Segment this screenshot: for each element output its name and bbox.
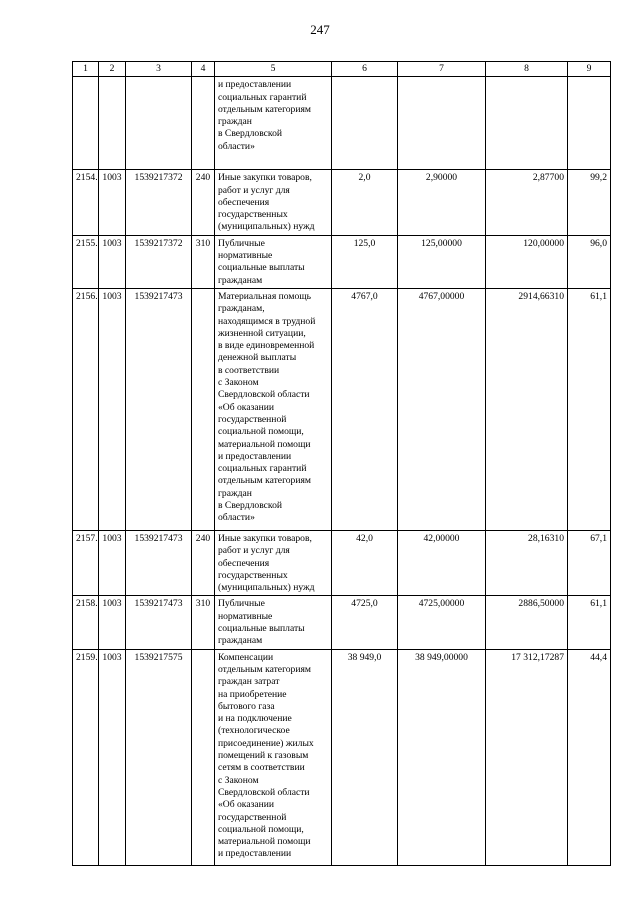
section-code: 1003 xyxy=(99,530,126,595)
section-code xyxy=(99,77,126,170)
section-code: 1003 xyxy=(99,235,126,288)
percent-value: 44,4 xyxy=(568,649,611,865)
actual-amount: 2914,66310 xyxy=(486,288,568,530)
actual-amount: 17 312,17287 xyxy=(486,649,568,865)
column-header: 2 xyxy=(99,62,126,77)
table-row xyxy=(73,77,611,170)
table-row xyxy=(73,530,611,595)
section-code: 1003 xyxy=(99,649,126,865)
item-name: Публичные нормативные социальные выплаты гражданам xyxy=(215,235,332,288)
row-number: 2157. xyxy=(73,530,99,595)
item-name: Компенсации отдельным категориям граждан затрат на приобретение бытового газа и на подключение (технологическое присоединение) жилых помещений к газовым сетям в соответствии с Законом Свердловской области «Об оказании государственной социальной помощи, материальной помощи и предоставлении xyxy=(215,649,332,865)
item-name: Иные закупки товаров, работ и услуг для обеспечения государственных (муниципальных) нужд xyxy=(215,170,332,235)
actual-amount: 28,16310 xyxy=(486,530,568,595)
actual-amount: 120,00000 xyxy=(486,235,568,288)
percent-value xyxy=(568,77,611,170)
refined-amount: 42,00000 xyxy=(398,530,486,595)
section-code: 1003 xyxy=(99,596,126,649)
row-number: 2159. xyxy=(73,649,99,865)
refined-amount xyxy=(398,77,486,170)
item-name: Материальная помощь гражданам, находящимся в трудной жизненной ситуации, в виде единовременной денежной выплаты в соответствии с Законом Свердловской области «Об оказании государственной социальной помощи, материальной помощи и предоставлении социальных гарантий отдельным категориям граждан в Свердловской области» xyxy=(215,288,332,530)
percent-value: 67,1 xyxy=(568,530,611,595)
plan-amount: 42,0 xyxy=(332,530,398,595)
target-code: 1539217473 xyxy=(126,288,192,530)
expense-type-code: 310 xyxy=(192,596,215,649)
target-code: 1539217473 xyxy=(126,596,192,649)
expense-type-code: 240 xyxy=(192,170,215,235)
target-code xyxy=(126,77,192,170)
column-header: 4 xyxy=(192,62,215,77)
target-code: 1539217372 xyxy=(126,235,192,288)
plan-amount: 2,0 xyxy=(332,170,398,235)
target-code: 1539217473 xyxy=(126,530,192,595)
row-number: 2156. xyxy=(73,288,99,530)
plan-amount xyxy=(332,77,398,170)
percent-value: 99,2 xyxy=(568,170,611,235)
table-row xyxy=(73,649,611,865)
section-code: 1003 xyxy=(99,288,126,530)
table-row xyxy=(73,235,611,288)
refined-amount: 125,00000 xyxy=(398,235,486,288)
row-number: 2155. xyxy=(73,235,99,288)
refined-amount: 38 949,00000 xyxy=(398,649,486,865)
column-header: 1 xyxy=(73,62,99,77)
column-header: 5 xyxy=(215,62,332,77)
item-name: и предоставлении социальных гарантий отдельным категориям граждан в Свердловской области» xyxy=(215,77,332,170)
column-header: 6 xyxy=(332,62,398,77)
table-row xyxy=(73,170,611,235)
row-number: 2158. xyxy=(73,596,99,649)
column-header: 3 xyxy=(126,62,192,77)
page-number: 247 xyxy=(310,22,330,37)
expense-type-code xyxy=(192,77,215,170)
actual-amount: 2,87700 xyxy=(486,170,568,235)
table-row xyxy=(73,596,611,649)
item-name: Публичные нормативные социальные выплаты гражданам xyxy=(215,596,332,649)
item-name: Иные закупки товаров, работ и услуг для обеспечения государственных (муниципальных) нужд xyxy=(215,530,332,595)
row-number xyxy=(73,77,99,170)
target-code: 1539217372 xyxy=(126,170,192,235)
expense-type-code xyxy=(192,288,215,530)
budget-table xyxy=(72,61,611,866)
percent-value: 96,0 xyxy=(568,235,611,288)
percent-value: 61,1 xyxy=(568,596,611,649)
actual-amount: 2886,50000 xyxy=(486,596,568,649)
plan-amount: 4725,0 xyxy=(332,596,398,649)
plan-amount: 125,0 xyxy=(332,235,398,288)
refined-amount: 4767,00000 xyxy=(398,288,486,530)
percent-value: 61,1 xyxy=(568,288,611,530)
plan-amount: 38 949,0 xyxy=(332,649,398,865)
refined-amount: 2,90000 xyxy=(398,170,486,235)
expense-type-code: 310 xyxy=(192,235,215,288)
column-header: 9 xyxy=(568,62,611,77)
header-row xyxy=(73,62,611,77)
target-code: 1539217575 xyxy=(126,649,192,865)
column-header: 8 xyxy=(486,62,568,77)
actual-amount xyxy=(486,77,568,170)
row-number: 2154. xyxy=(73,170,99,235)
plan-amount: 4767,0 xyxy=(332,288,398,530)
expense-type-code xyxy=(192,649,215,865)
refined-amount: 4725,00000 xyxy=(398,596,486,649)
column-header: 7 xyxy=(398,62,486,77)
expense-type-code: 240 xyxy=(192,530,215,595)
table-row xyxy=(73,288,611,530)
section-code: 1003 xyxy=(99,170,126,235)
